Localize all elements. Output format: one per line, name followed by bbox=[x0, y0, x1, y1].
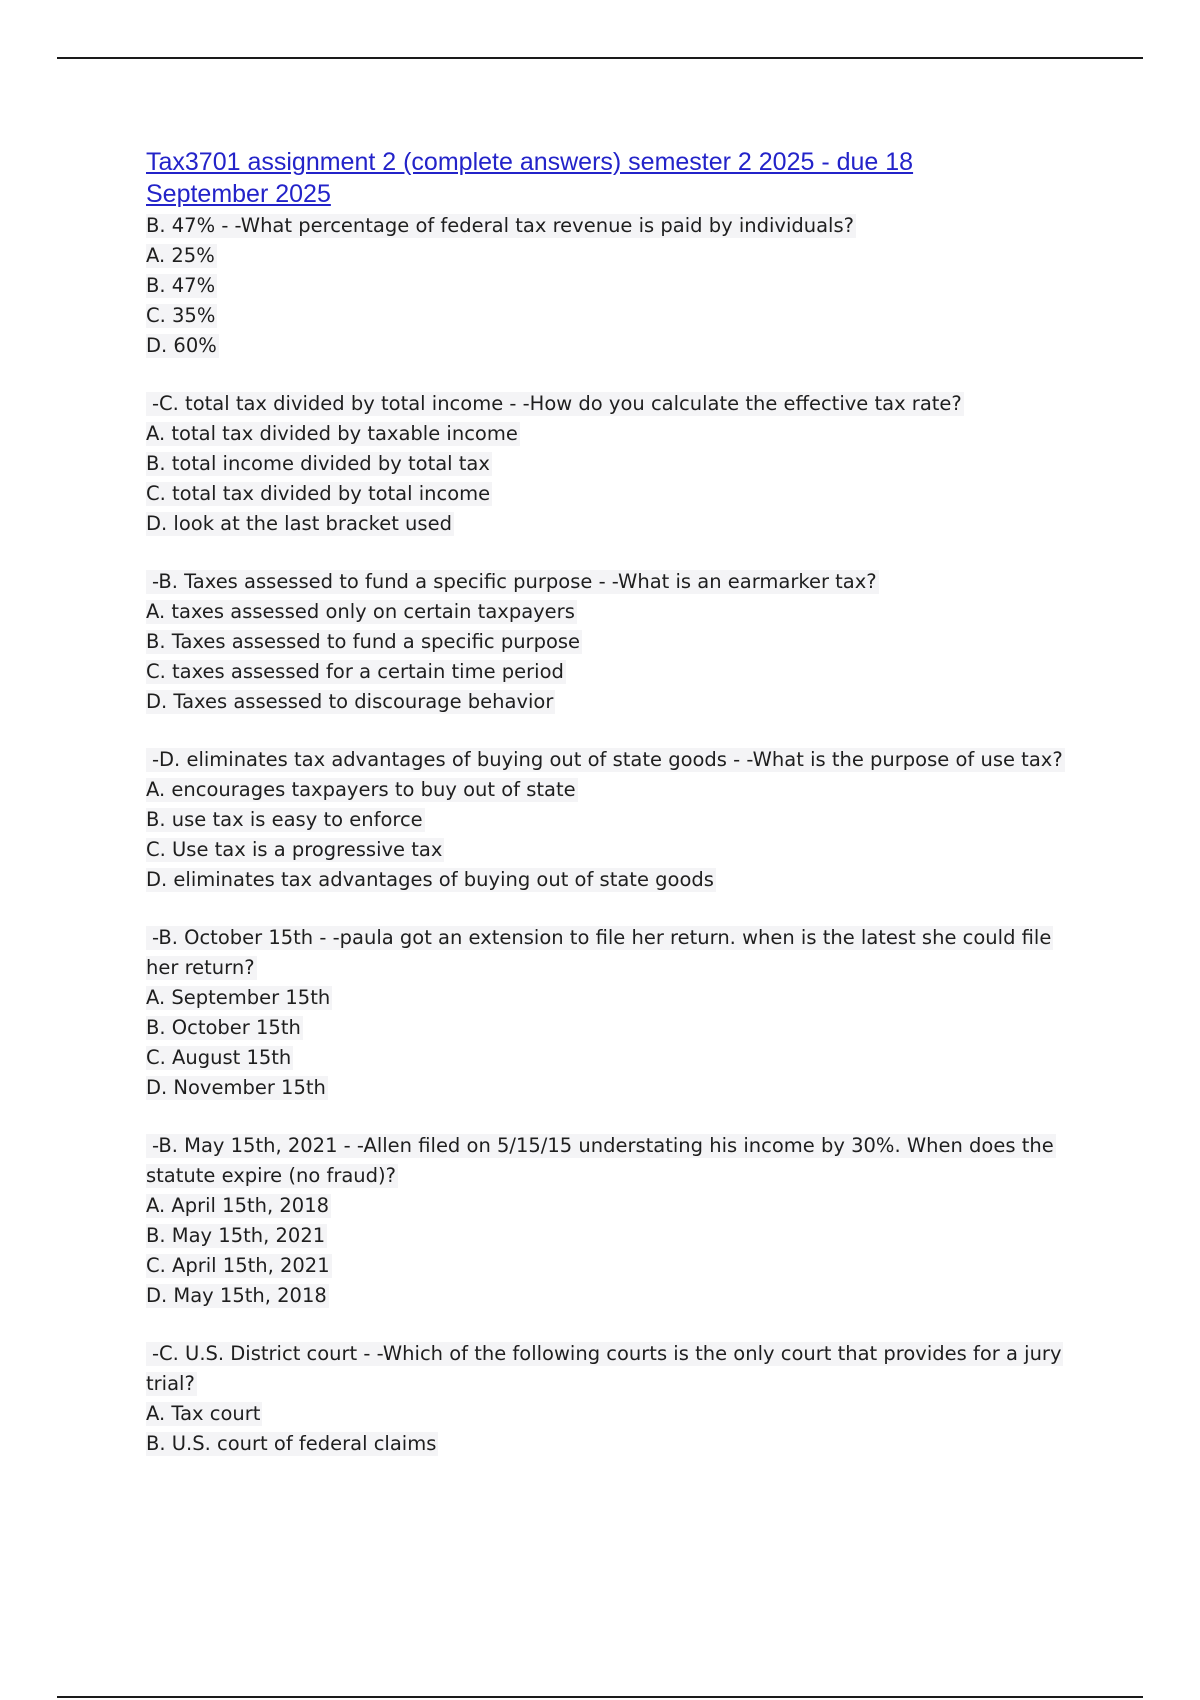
answer-option: C. total tax divided by total income bbox=[146, 482, 491, 505]
header-rule bbox=[57, 57, 1143, 59]
answer-option: D. eliminates tax advantages of buying out of state goods bbox=[146, 868, 714, 891]
question-text: -D. eliminates tax advantages of buying out of state goods - -What is the purpose of use tax? bbox=[146, 745, 1106, 775]
title-line-2: September 2025 bbox=[146, 180, 331, 208]
title-line-1: Tax3701 assignment 2 (complete answers) semester 2 2025 - due 18 bbox=[146, 148, 914, 176]
answer-option: D. November 15th bbox=[146, 1076, 326, 1099]
question-text-continued: statute expire (no fraud)? bbox=[146, 1164, 396, 1187]
question-text: -B. May 15th, 2021 - -Allen filed on 5/15/15 understating his income by 30%. When does the bbox=[146, 1131, 1106, 1161]
answer-option: A. total tax divided by taxable income bbox=[146, 422, 518, 445]
answer-option: B. 47% bbox=[146, 274, 216, 297]
answer-option: C. August 15th bbox=[146, 1046, 292, 1069]
answer-option: C. 35% bbox=[146, 304, 216, 327]
answer-option: D. 60% bbox=[146, 334, 217, 357]
answer-option: B. October 15th bbox=[146, 1016, 301, 1039]
question-block-1 bbox=[146, 211, 1106, 361]
question-block-5 bbox=[146, 923, 1106, 1103]
question-block-2 bbox=[146, 389, 1106, 539]
question-text: -C. U.S. District court - -Which of the following courts is the only court that provides for a jury bbox=[146, 1339, 1106, 1369]
question-text-continued: her return? bbox=[146, 956, 255, 979]
answer-option: A. encourages taxpayers to buy out of state bbox=[146, 778, 576, 801]
answer-option: B. U.S. court of federal claims bbox=[146, 1432, 437, 1455]
answer-option: C. April 15th, 2021 bbox=[146, 1254, 330, 1277]
answer-option: A. September 15th bbox=[146, 986, 331, 1009]
question-text: -B. Taxes assessed to fund a specific purpose - -What is an earmarker tax? bbox=[146, 567, 1106, 597]
answer-option: A. Tax court bbox=[146, 1402, 261, 1425]
answer-option: D. Taxes assessed to discourage behavior bbox=[146, 690, 554, 713]
answer-option: B. use tax is easy to enforce bbox=[146, 808, 423, 831]
answer-option: C. taxes assessed for a certain time period bbox=[146, 660, 564, 683]
document-title-link[interactable] bbox=[146, 146, 1106, 210]
question-block-7 bbox=[146, 1339, 1106, 1459]
question-block-4 bbox=[146, 745, 1106, 895]
question-block-6 bbox=[146, 1131, 1106, 1311]
question-text: -B. October 15th - -paula got an extension to file her return. when is the latest she could file bbox=[146, 923, 1106, 953]
answer-option: A. 25% bbox=[146, 244, 215, 267]
question-text: -C. total tax divided by total income - -How do you calculate the effective tax rate? bbox=[146, 389, 1106, 419]
answer-option: D. May 15th, 2018 bbox=[146, 1284, 327, 1307]
document-body bbox=[146, 146, 1106, 1487]
answer-option: B. May 15th, 2021 bbox=[146, 1224, 326, 1247]
answer-option: D. look at the last bracket used bbox=[146, 512, 452, 535]
answer-option: C. Use tax is a progressive tax bbox=[146, 838, 443, 861]
answer-option: A. April 15th, 2018 bbox=[146, 1194, 330, 1217]
footer-rule bbox=[57, 1696, 1143, 1698]
answer-option: A. taxes assessed only on certain taxpayers bbox=[146, 600, 575, 623]
answer-option: B. total income divided by total tax bbox=[146, 452, 490, 475]
question-text: B. 47% - -What percentage of federal tax revenue is paid by individuals? bbox=[146, 214, 854, 237]
answer-option: B. Taxes assessed to fund a specific purpose bbox=[146, 630, 581, 653]
question-block-3 bbox=[146, 567, 1106, 717]
question-text-continued: trial? bbox=[146, 1372, 195, 1395]
